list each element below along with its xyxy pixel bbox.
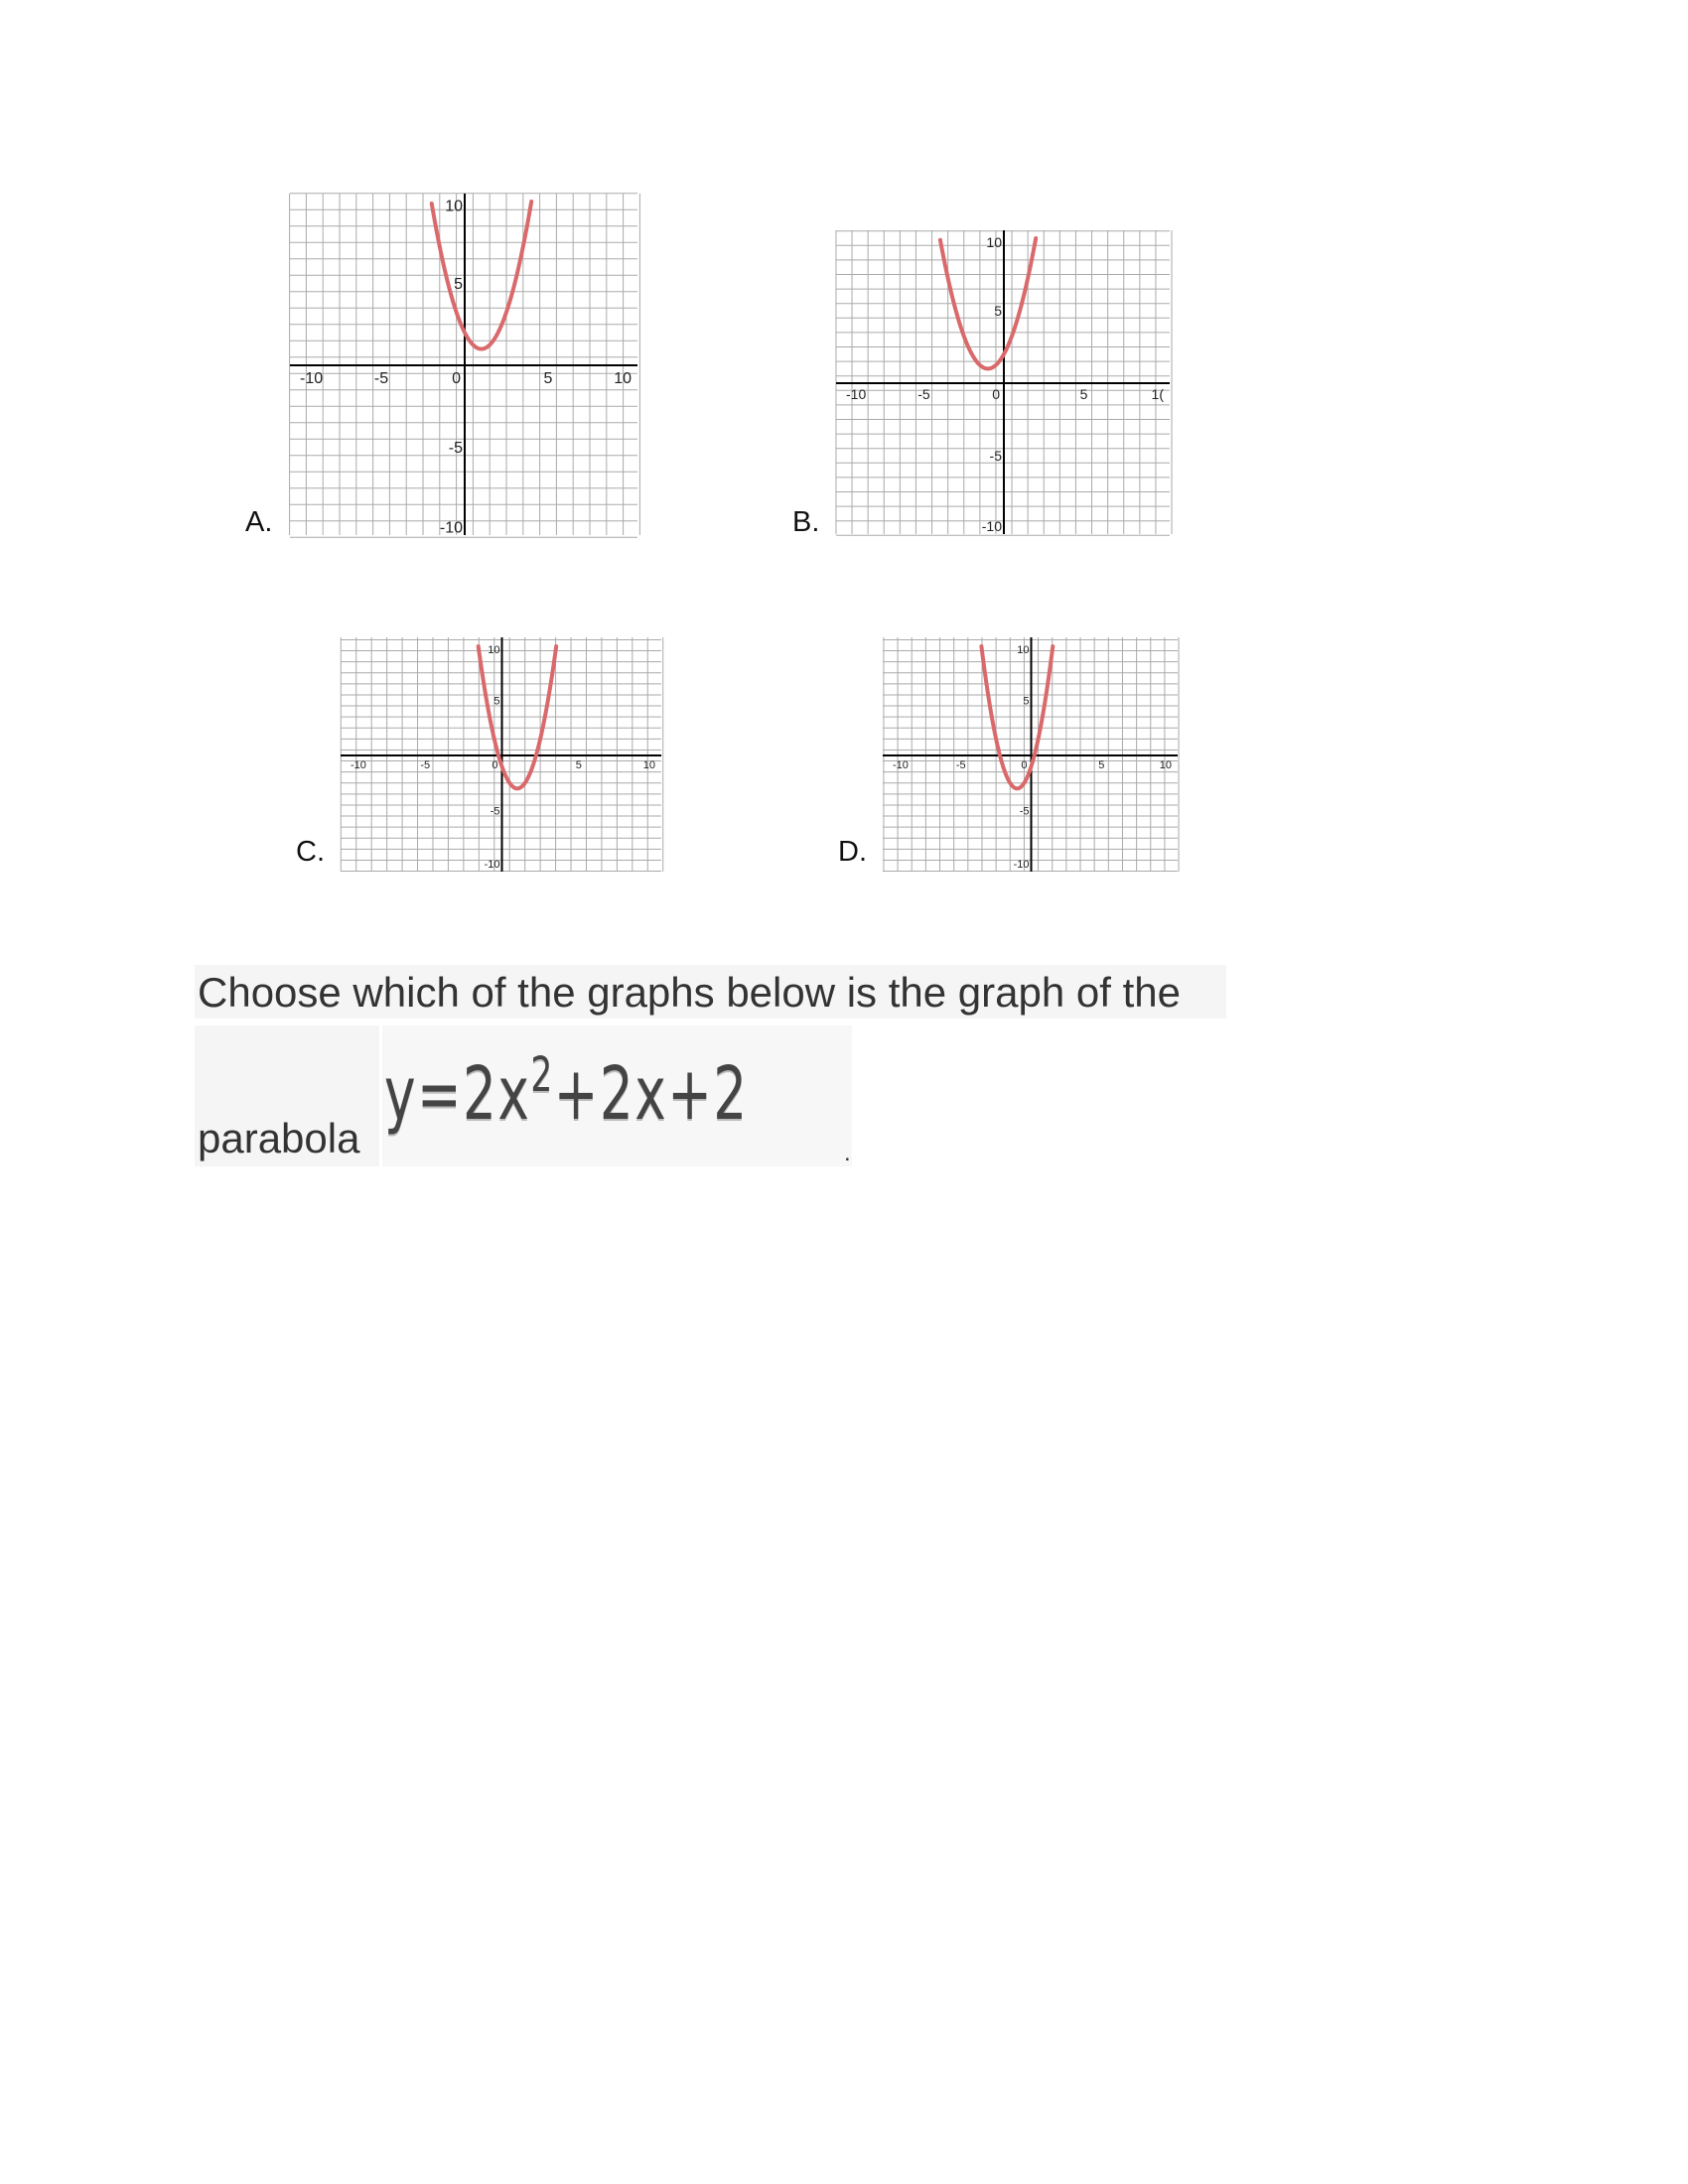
y-tick-label: 5 <box>1023 695 1030 708</box>
graph-option-c[interactable] <box>349 643 655 871</box>
y-tick-label: 5 <box>493 695 500 708</box>
x-tick-label: -10 <box>846 386 867 402</box>
option-label-d: D. <box>838 836 867 868</box>
equation-main: y=2x <box>384 1051 531 1137</box>
coordinate-grid <box>891 643 1172 871</box>
x-tick-label: -5 <box>373 370 389 387</box>
y-tick-label: -5 <box>1019 805 1030 818</box>
question-text: Choose which of the graphs below is the graph of the <box>198 969 1181 1016</box>
x-tick-label: 0 <box>992 386 1000 402</box>
parabola-curve <box>981 643 1053 788</box>
parabola-curve <box>479 643 556 788</box>
x-tick-label: 1( <box>1151 386 1164 402</box>
x-tick-label: 5 <box>1098 759 1105 771</box>
equation <box>384 1047 749 1137</box>
y-tick-label: -10 <box>981 517 1002 534</box>
x-tick-label: 5 <box>575 759 582 771</box>
y-tick-label: 5 <box>454 276 463 294</box>
x-tick-label: 10 <box>642 759 655 771</box>
y-tick-label: -10 <box>484 858 500 871</box>
x-tick-label: -10 <box>351 759 366 771</box>
equation-image <box>382 1025 852 1166</box>
x-tick-label: -5 <box>917 386 930 402</box>
x-tick-label: 10 <box>1159 759 1172 771</box>
coordinate-grid <box>298 198 632 537</box>
graph-option-a[interactable] <box>298 198 632 537</box>
x-tick-label: 0 <box>492 759 498 771</box>
y-tick-label: -5 <box>989 447 1002 464</box>
graph-option-d[interactable] <box>891 643 1172 871</box>
y-tick-label: 10 <box>488 643 500 656</box>
y-tick-label: 10 <box>445 198 463 215</box>
option-label-a: A. <box>245 506 273 538</box>
x-tick-label: 10 <box>614 370 632 387</box>
x-tick-label: -5 <box>420 759 431 771</box>
period: . <box>844 1140 851 1166</box>
x-tick-label: -5 <box>955 759 966 771</box>
y-tick-label: -5 <box>490 805 500 818</box>
option-label-b: B. <box>792 506 820 538</box>
equation-exponent: 2 <box>530 1047 554 1103</box>
y-tick-label: -10 <box>1013 858 1030 871</box>
x-tick-label: -10 <box>893 759 909 771</box>
coordinate-grid <box>349 643 655 871</box>
x-tick-label: 0 <box>452 370 461 387</box>
option-label-c: C. <box>296 836 325 868</box>
equation-rest: +2x+2 <box>553 1051 749 1137</box>
question-text-line <box>195 965 1226 1019</box>
y-tick-label: 5 <box>994 302 1002 319</box>
x-tick-label: 0 <box>1021 759 1028 771</box>
x-tick-label: -10 <box>300 370 324 387</box>
x-tick-label: 5 <box>1079 386 1088 402</box>
question-word-box <box>195 1025 379 1166</box>
coordinate-grid <box>844 233 1164 534</box>
x-tick-label: 5 <box>543 370 553 387</box>
question-word: parabola <box>198 1115 360 1161</box>
y-tick-label: 10 <box>1017 643 1030 656</box>
y-tick-label: -10 <box>439 519 463 537</box>
y-tick-label: -5 <box>448 440 463 458</box>
y-tick-label: 10 <box>986 233 1002 250</box>
graph-option-b[interactable] <box>844 233 1164 534</box>
